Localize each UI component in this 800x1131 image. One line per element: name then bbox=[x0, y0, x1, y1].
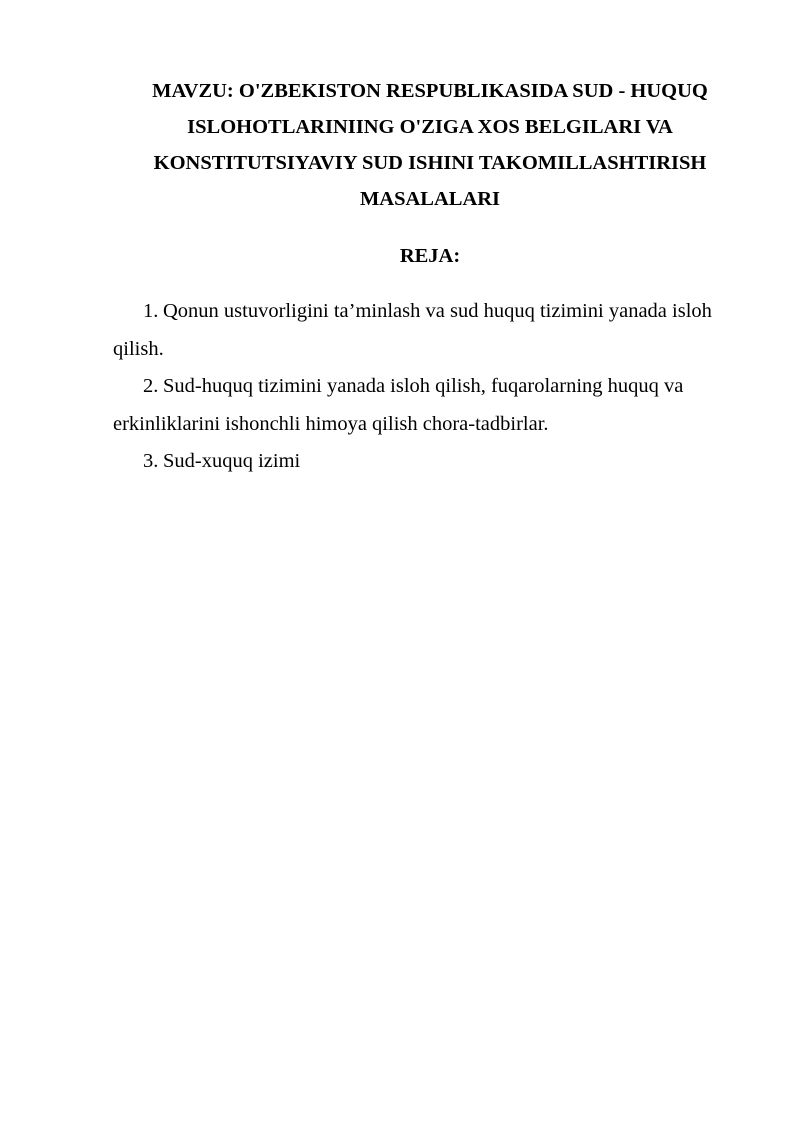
plan-item-3-first-line bbox=[0, 443, 800, 481]
plan-item-2-continuation: erkinliklarini ishonchli himoya qilish chora-tadbirlar. bbox=[113, 412, 549, 435]
plan-item-1-number: 1. bbox=[143, 300, 159, 322]
plan-list bbox=[0, 293, 800, 481]
plan-item-2-first-line bbox=[0, 368, 800, 406]
document-title bbox=[110, 73, 750, 217]
plan-item-3-text: Sud-xuquq izimi bbox=[163, 450, 301, 472]
title-line-3: KONSTITUTSIYAVIY SUD ISHINI TAKOMILLASHTIRISH bbox=[153, 152, 707, 174]
plan-item-3 bbox=[0, 443, 800, 481]
plan-item-1-first-line bbox=[0, 293, 800, 331]
plan-item-1-text: Qonun ustuvorligini ta’minlash va sud huquq tizimini yanada isloh bbox=[163, 300, 712, 322]
title-line-4: MASALALARI bbox=[359, 188, 501, 210]
plan-item-1 bbox=[0, 293, 800, 368]
plan-item-2 bbox=[0, 368, 800, 443]
plan-heading: REJA: bbox=[399, 245, 461, 267]
title-line-2: ISLOHOTLARINIING O'ZIGA XOS BELGILARI VA bbox=[187, 116, 673, 138]
plan-item-2-text: Sud-huquq tizimini yanada isloh qilish, fuqarolarning huquq va bbox=[163, 375, 684, 397]
plan-item-1-continuation: qilish. bbox=[113, 337, 164, 360]
plan-item-3-number: 3. bbox=[143, 450, 159, 472]
plan-item-2-number: 2. bbox=[143, 375, 159, 397]
title-line-1: MAVZU: O'ZBEKISTON RESPUBLIKASIDA SUD - HUQUQ bbox=[152, 80, 708, 102]
